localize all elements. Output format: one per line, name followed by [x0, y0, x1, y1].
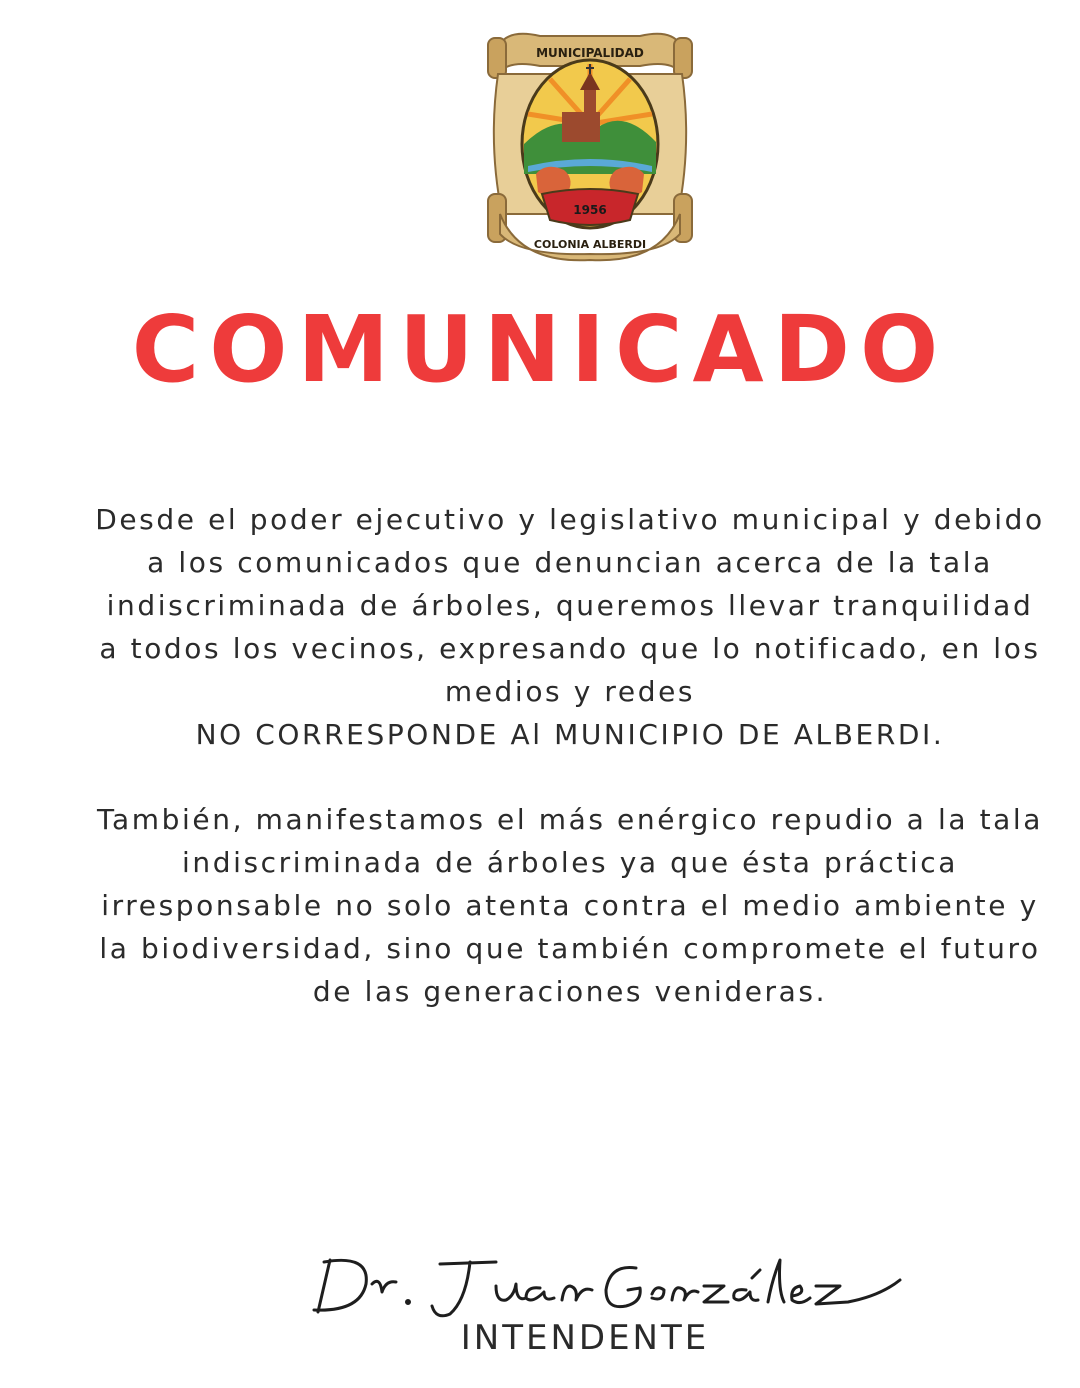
paragraph-2-line: También, manifestamos el más enérgico repudio a la tala [96, 803, 1044, 836]
paragraph-1-line: NO CORRESPONDE Al MUNICIPIO DE ALBERDI. [195, 718, 945, 751]
signer-role: INTENDENTE [460, 1318, 710, 1358]
paragraph-1-line: Desde el poder ejecutivo y legislativo municipal y debido [95, 503, 1045, 536]
paragraph-1-line: indiscriminada de árboles, queremos llevar tranquilidad [106, 589, 1034, 622]
crest-year: 1956 [573, 203, 607, 217]
paragraph-2-line: irresponsable no solo atenta contra el medio ambiente y [101, 889, 1039, 922]
paragraph-1-line: a todos los vecinos, expresando que lo notificado, en los [99, 632, 1041, 665]
paragraph-1-line: medios y redes [444, 675, 696, 708]
paragraph-2 [70, 798, 1070, 1013]
paragraph-2-line: de las generaciones venideras. [312, 975, 828, 1008]
paragraph-2-line: la biodiversidad, sino que también compromete el futuro [99, 932, 1041, 965]
crest-bottom-text: COLONIA ALBERDI [533, 238, 647, 251]
paragraph-1 [70, 498, 1070, 756]
page-title: COMUNICADO [131, 296, 949, 403]
paragraph-2-line: indiscriminada de árboles ya que ésta práctica [182, 846, 958, 879]
paragraph-1-line: a los comunicados que denuncian acerca de la tala [147, 546, 993, 579]
crest-top-text: MUNICIPALIDAD [536, 46, 644, 60]
handwritten-signature [300, 1240, 920, 1330]
municipal-crest-logo [480, 24, 700, 264]
